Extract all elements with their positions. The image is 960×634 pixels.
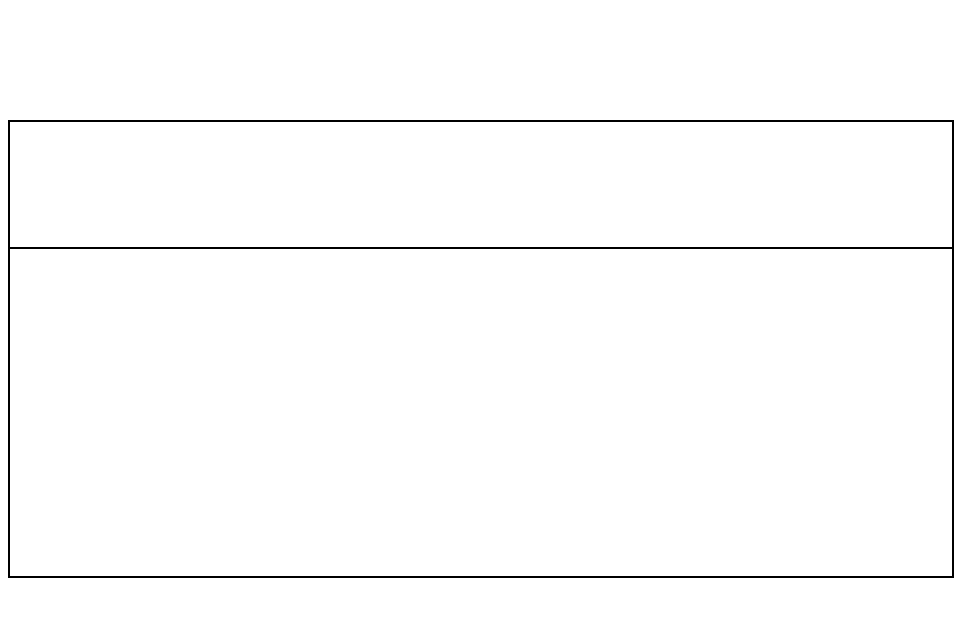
header-divider [8,247,954,249]
table-frame [8,120,954,578]
